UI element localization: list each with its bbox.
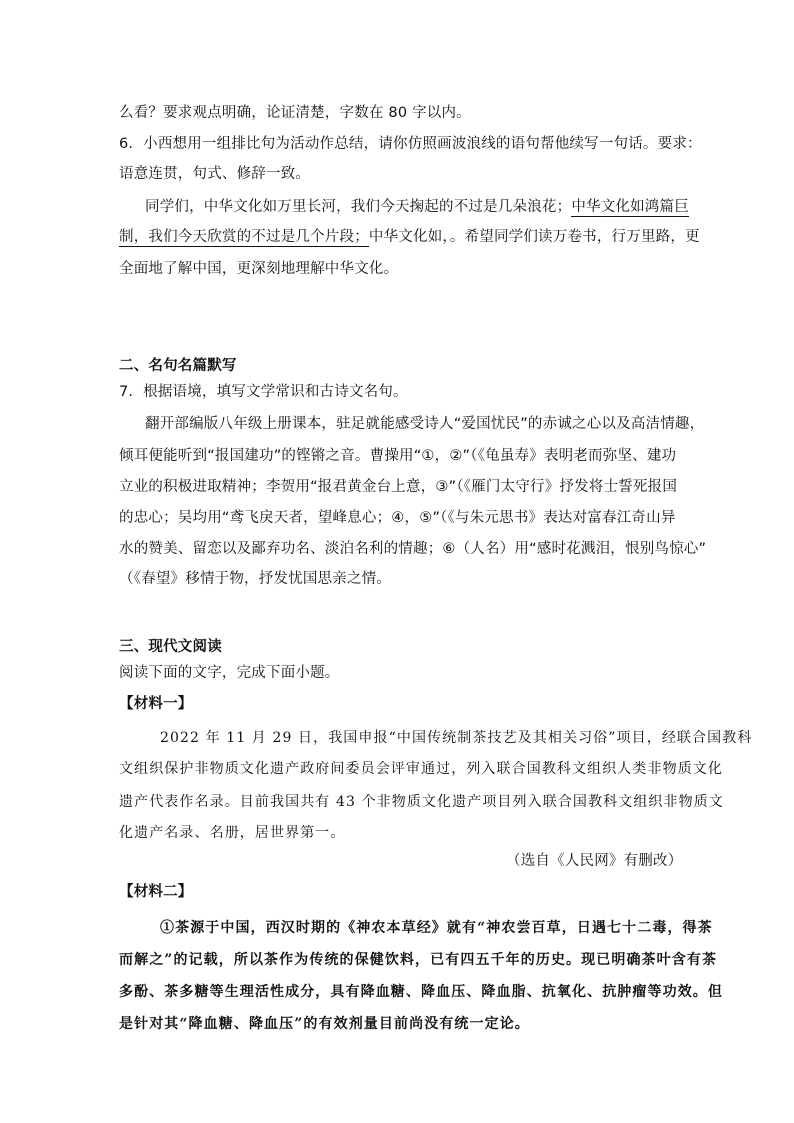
q6-prompt-line-1: 6．小西想用一组排比句为活动作总结，请你仿照画波浪线的语句帮他续写一句话。要求： [119, 136, 702, 152]
q6-prompt-line-2: 语意连贯，句式、修辞一致。 [119, 166, 311, 182]
q7-prompt: 7．根据语境，填写文学常识和古诗文名句。 [119, 384, 408, 400]
q5-requirement-text: 么看？要求观点明确，论证清楚，字数在 80 字以内。 [119, 105, 471, 121]
q6-paragraph-text: 中华文化如，。希望同学们读万卷书，行万里路，更 [368, 229, 700, 245]
material-label: 【材料二】 [119, 884, 193, 900]
q7-context-line: 翻开部编版八年级上册课本，驻足就能感受诗人“爱国忧民”的赤诚之心以及高洁情趣， [145, 416, 705, 432]
q6-paragraph-line-1 [145, 197, 689, 217]
wavy-underlined-text: 中华文化如鸿篇巨 [571, 199, 689, 215]
section-heading: 三、现代文阅读 [119, 639, 222, 655]
q7-context-line: （《春望》移情于物，抒发忧国思亲之情。 [119, 571, 392, 587]
material-1-line: 遗产代表作名录。目前我国共有 43 个非物质文化遗产项目列入联合国教科文组织非物质文 [119, 794, 724, 810]
wavy-underlined-text: 制，我们今天欣赏的不过是几个片段； [119, 229, 369, 245]
material-1-line: 化遗产名录、名册，居世界第一。 [119, 825, 346, 841]
material-2-line: 是针对其“降血糖、降血压”的有效剂量目前尚没有统一定论。 [119, 1016, 530, 1032]
material-2-line: ①茶源于中国，西汉时期的《神农本草经》就有“神农尝百草，日遇七十二毒，得茶 [160, 920, 713, 936]
section-heading: 二、名句名篇默写 [119, 358, 237, 374]
q7-context-line: 倾耳便能听到“报国建功”的铿锵之音。曹操用“①，②”（《龟虽寿》表明老而弥坚、建功 [119, 448, 677, 464]
q6-paragraph-line-2 [119, 227, 700, 247]
q6-paragraph-line-3: 全面地了解中国，更深刻地理解中华文化。 [119, 261, 399, 277]
reading-instruction: 阅读下面的文字，完成下面小题。 [119, 665, 340, 681]
material-1-line: 2022 年 11 月 29 日，我国申报“中国传统制茶技艺及其相关习俗”项目，经联合国教科 [160, 730, 753, 746]
q6-paragraph-text: 同学们，中华文化如万里长河，我们今天掬起的不过是几朵浪花； [145, 199, 572, 215]
material-2-line: 而解之”的记载，所以茶作为传统的保健饮料，已有四五千年的历史。现已明确茶叶含有茶 [119, 952, 718, 968]
q7-context-line: 立业的积极进取精神；李贺用“报君黄金台上意，③”（《雁门太守行》抒发将士誓死报国 [119, 479, 678, 495]
material-1-line: 文组织保护非物质文化遗产政府间委员会评审通过，列入联合国教科文组织人类非物质文化 [119, 761, 723, 777]
material-1-source: （选自《人民网》有删改） [506, 853, 683, 869]
q7-context-line: 水的赞美、留恋以及鄙弃功名、淡泊名利的情趣；⑥（人名）用“感时花溅泪，恨别鸟惊心” [119, 541, 707, 557]
q7-context-line: 的忠心；吴均用“鸢飞戾天者，望峰息心；④，⑤”（《与朱元思书》表达对富春江奇山异 [119, 510, 676, 526]
material-label: 【材料一】 [119, 696, 193, 712]
material-2-line: 多酚、茶多糖等生理活性成分，具有降血糖、降血压、降血脂、抗氧化、抗肿瘤等功效。但 [119, 984, 723, 1000]
